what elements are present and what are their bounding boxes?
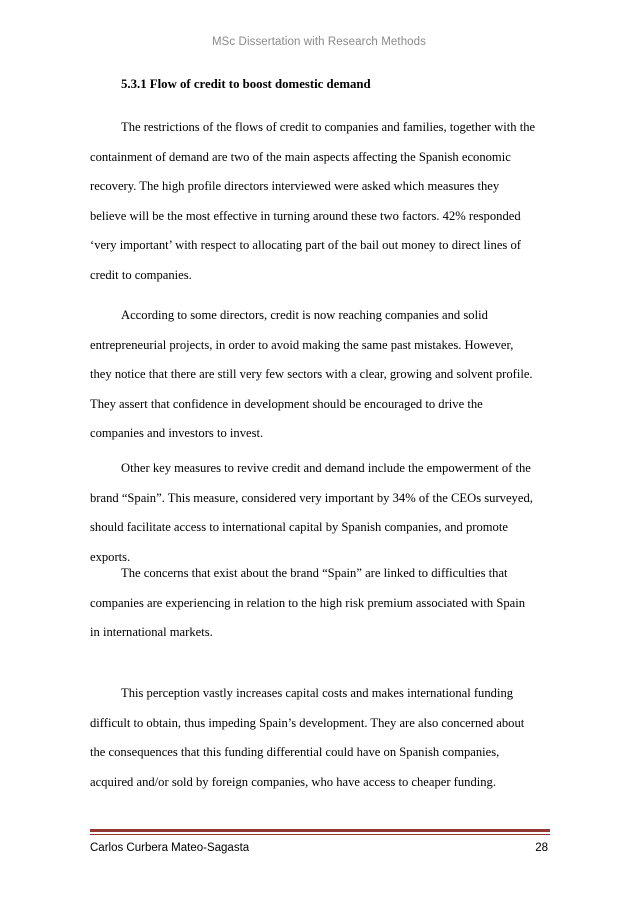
paragraph-line: containment of demand are two of the main aspects affecting the Spanish economic (90, 149, 511, 164)
footer-rule (90, 829, 550, 832)
paragraph-line: ‘very important’ with respect to allocating part of the bail out money to direct lines of (90, 238, 521, 253)
paragraph-line: entrepreneurial projects, in order to avoid making the same past mistakes. However, (90, 337, 514, 352)
page-number: 28 (535, 842, 548, 854)
paragraph-line: recovery. The high profile directors interviewed were asked which measures they (90, 179, 500, 194)
paragraph-line: difficult to obtain, thus impeding Spain’s development. They are also concerned about (90, 715, 525, 730)
paragraph-2 (90, 301, 560, 449)
paragraph-line: should facilitate access to international capital by Spanish companies, and promote (90, 520, 508, 535)
paragraph-line: brand “Spain”. This measure, considered very important by 34% of the CEOs surveyed, (90, 490, 533, 505)
paragraph-line: According to some directors, credit is now reaching companies and solid (121, 308, 488, 322)
footer-author: Carlos Curbera Mateo-Sagasta (90, 842, 250, 854)
paragraph-line: The restrictions of the flows of credit to companies and families, together with the (121, 120, 536, 134)
paragraph-line: The concerns that exist about the brand “Spain” are linked to difficulties that (121, 566, 508, 580)
running-header: MSc Dissertation with Research Methods (211, 36, 427, 48)
paragraph-line: companies are experiencing in relation to the high risk premium associated with Spain (90, 595, 526, 610)
paragraph-line: exports. (90, 549, 131, 564)
footer-rule-thin (90, 834, 550, 835)
paragraph-line: they notice that there are still very few sectors with a clear, growing and solvent profile. (90, 367, 533, 382)
paragraph-line: believe will be the most effective in turning around these two factors. 42% responded (90, 208, 521, 223)
paragraph-line: the consequences that this funding differential could have on Spanish companies, (90, 745, 500, 760)
paragraph-line: Other key measures to revive credit and demand include the empowerment of the (121, 461, 531, 475)
paragraph-line: credit to companies. (90, 267, 192, 282)
paragraph-line: They assert that confidence in development should be encouraged to drive the (90, 396, 483, 411)
paragraph-5 (90, 679, 560, 797)
paragraph-1 (90, 113, 560, 291)
section-heading: 5.3.1 Flow of credit to boost domestic demand (121, 77, 371, 91)
paragraph-line: acquired and/or sold by foreign companies, who have access to cheaper funding. (90, 774, 497, 789)
paragraph-line: This perception vastly increases capital costs and makes international funding (121, 686, 514, 700)
paragraph-line: in international markets. (90, 625, 213, 640)
paragraph-4 (90, 559, 560, 648)
paragraph-line: companies and investors to invest. (90, 426, 264, 441)
paragraph-3 (90, 454, 560, 572)
